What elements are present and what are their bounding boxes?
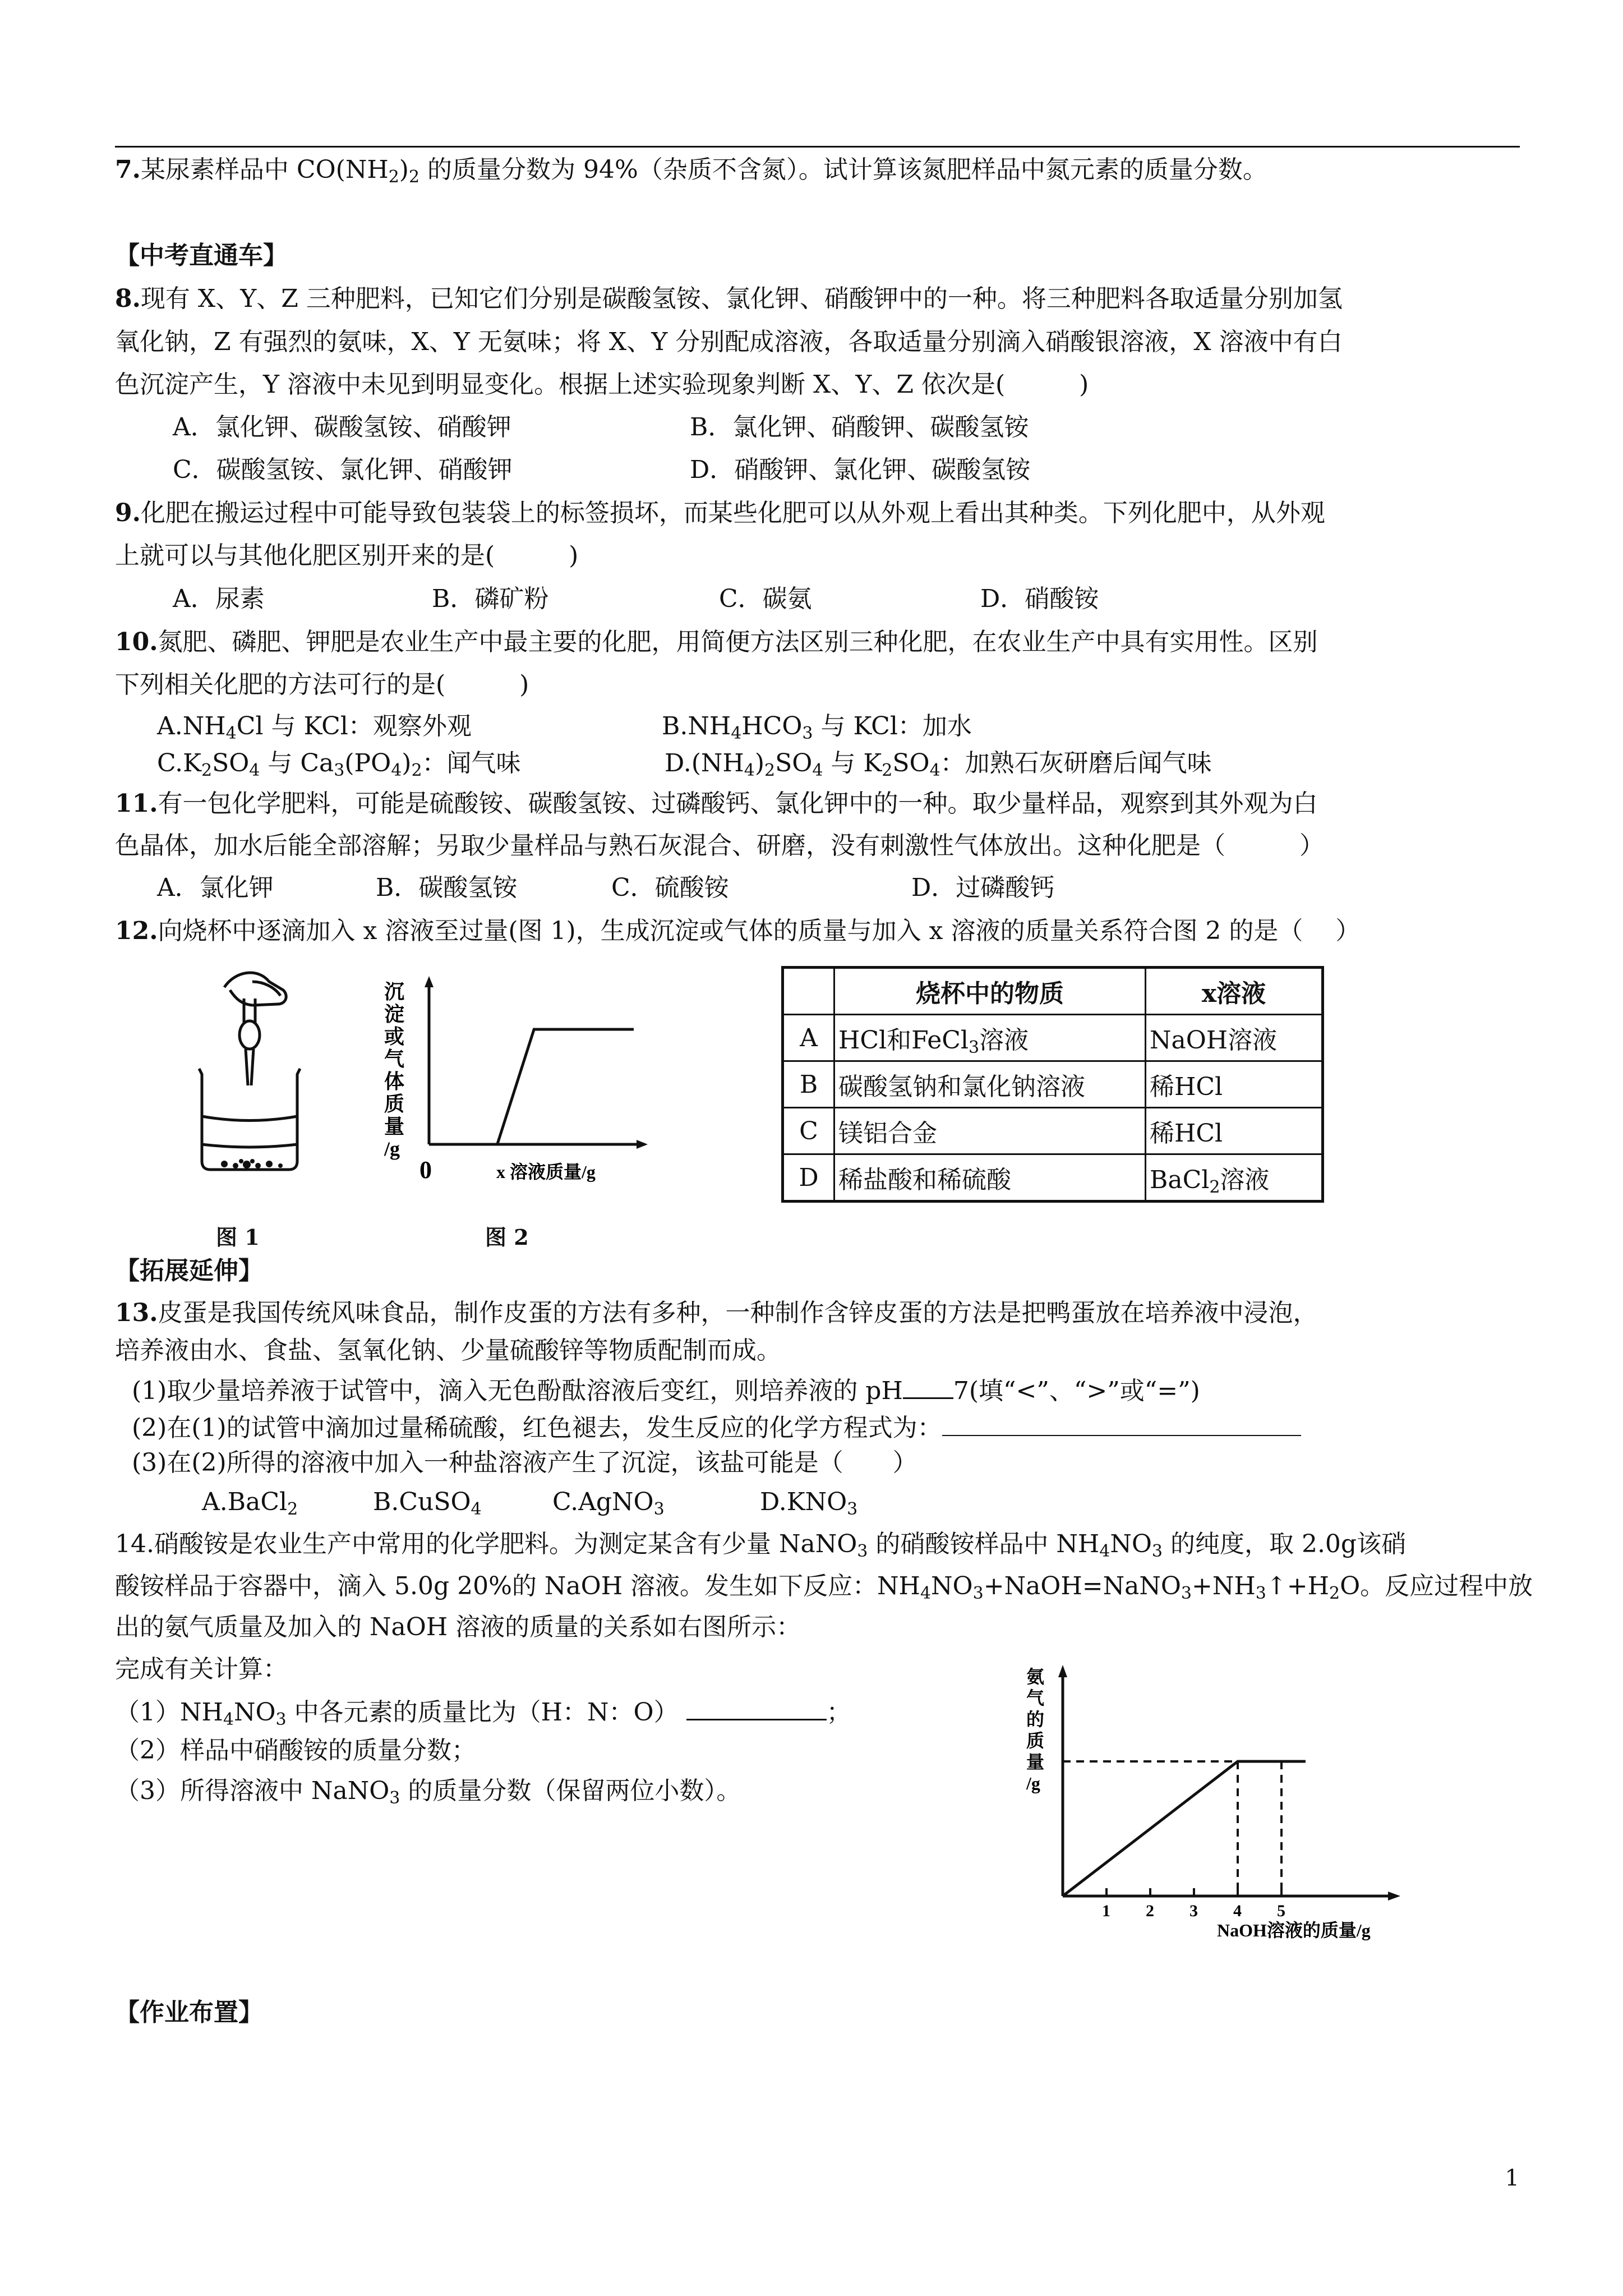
q10-option-c: $C.K_2SO_4$ 与 $Ca_3(PO_4)_2$：闻气味 (157, 749, 521, 780)
figure-2-caption: 图 2 (485, 1225, 529, 1250)
q14-x-tick-label: 3 (1189, 1902, 1198, 1920)
table-header-cell (783, 968, 834, 1015)
question-14-line-3: 出的氨气质量及加入的 NaOH 溶液的质量的关系如右图所示： (115, 1613, 801, 1641)
table-header-cell: x溶液 (1146, 968, 1323, 1015)
q9-option-b: B．磷矿粉 (432, 585, 549, 613)
figure-2-chart (370, 976, 651, 1223)
figure-2-ylabel-char: /g (384, 1138, 400, 1160)
row-label: B (783, 1061, 834, 1108)
question-14-line-2: 酸铵样品于容器中，滴入 5.0g 20%的 NaOH 溶液。发生如下反应：$NH_4NO_3+NaOH=NaNO_3+NH_3↑+H_2O$。反应过程中放 (115, 1572, 1533, 1603)
q14-chart-ylabel-char: /g (1026, 1773, 1040, 1793)
q8-option-a: A．氯化钾、碳酸氢铵、硝酸钾 (173, 413, 511, 441)
row-substance: 稀盐酸和稀硫酸 (834, 1154, 1146, 1202)
figure-2-ylabel-char: 量 (384, 1115, 405, 1138)
question-10-line-2: 下列相关化肥的方法可行的是( ) (115, 670, 529, 699)
q13-equation-blank[interactable] (942, 1410, 1301, 1436)
q14-part-3: （3）所得溶液中 NaNO$_3$ 的质量分数（保留两位小数）。 (115, 1777, 741, 1808)
figure-2-data-line (429, 1029, 634, 1144)
q14-ammonia-chart (1009, 1660, 1413, 1958)
row-x-solution: 稀HCl (1146, 1108, 1323, 1154)
q14-x-ticks (1102, 1888, 1285, 1920)
q13-part-3: (3)在(2)所得的溶液中加入一种盐溶液产生了沉淀，该盐可能是（ ） (132, 1448, 917, 1477)
row-substance: 镁铝合金 (834, 1108, 1146, 1154)
figure-1-caption: 图 1 (216, 1225, 260, 1250)
question-8-line-2: 氧化钠，Z 有强烈的氨味，X、Y 无氨味；将 X、Y 分别配成溶液，各取适量分别滴入硝酸银溶液，X 溶液中有白 (115, 328, 1343, 356)
q13-part-2: (2)在(1)的试管中滴加过量稀硫酸，红色褪去，发生反应的化学方程式为： (132, 1410, 1301, 1444)
figure-2-ylabel-char: 质 (384, 1093, 405, 1115)
q14-chart-ylabel-char: 质 (1026, 1731, 1045, 1751)
table-row (783, 1061, 1323, 1108)
page-number: 1 (1505, 2165, 1519, 2191)
q14-chart-ylabel-char: 氨 (1026, 1667, 1045, 1687)
table-row (783, 1108, 1323, 1154)
question-13-line-1: 13.皮蛋是我国传统风味食品，制作皮蛋的方法有多种，一种制作含锌皮蛋的方法是把鸭蛋放在培养液中浸泡， (115, 1299, 1318, 1327)
q11-option-d: D．过磷酸钙 (911, 873, 1055, 902)
row-label: D (783, 1154, 834, 1202)
q14-chart-ylabel-char: 的 (1026, 1709, 1045, 1729)
top-rule (115, 146, 1520, 148)
q13-ph-blank[interactable] (903, 1373, 953, 1399)
table-row (783, 1015, 1323, 1061)
table-header-row (783, 968, 1323, 1015)
figure-2-ylabel (384, 981, 404, 1160)
q14-ratio-blank[interactable] (686, 1694, 827, 1720)
figure-1-beaker-illustration (185, 965, 320, 1184)
row-substance: 碳酸氢钠和氯化钠溶液 (834, 1061, 1146, 1108)
q11-option-c: C．硫酸铵 (611, 873, 729, 902)
q14-x-tick-label: 2 (1146, 1902, 1154, 1920)
q14-y-arrow (1058, 1665, 1067, 1677)
row-label: A (783, 1015, 834, 1061)
q11-option-b: B．碳酸氢铵 (376, 873, 518, 902)
figure-2-ylabel-char: 淀 (384, 1003, 405, 1025)
q13-option-a: A.BaCl$_2$ (202, 1488, 298, 1519)
q14-part-2: （2）样品中硝酸铵的质量分数； (115, 1736, 476, 1765)
question-11-line-2: 色晶体，加水后能全部溶解；另取少量样品与熟石灰混合、研磨，没有刺激性气体放出。这种化肥是（ ） (115, 831, 1324, 860)
q14-data-line (1063, 1761, 1306, 1896)
q14-chart-ylabel (1026, 1667, 1044, 1793)
q14-chart-xlabel: NaOH溶液的质量/g (1217, 1920, 1371, 1940)
q14-x-tick-label: 1 (1102, 1902, 1110, 1920)
row-substance: HCl和FeCl$_3$溶液 (834, 1015, 1146, 1061)
figure-2-x-arrow (637, 1140, 648, 1149)
q14-chart-ylabel-char: 气 (1026, 1688, 1045, 1708)
section-heading-zuoye: 【作业布置】 (115, 1998, 263, 2027)
section-heading-zhongkao: 【中考直通车】 (115, 241, 288, 270)
row-x-solution: BaCl$_2$溶液 (1146, 1154, 1323, 1202)
question-11-line-1: 11.有一包化学肥料，可能是硫酸铵、碳酸氢铵、过磷酸钙、氯化钾中的一种。取少量样品，观察到其外观为白 (115, 789, 1318, 818)
q13-part-1: (1)取少量培养液于试管中，滴入无色酚酞溶液后变红，则培养液的 pH 7(填“<”、“>”或“=”) (132, 1373, 1200, 1407)
question-14-line-4: 完成有关计算： (115, 1655, 288, 1683)
question-7: 7.某尿素样品中 $CO(NH_2)_2$ 的质量分数为 94%（杂质不含氮）。试计算该氮肥样品中氮元素的质量分数。 (115, 155, 1267, 187)
q8-option-d: D．硝酸钾、氯化钾、碳酸氢铵 (690, 455, 1031, 484)
q14-x-arrow (1388, 1892, 1400, 1901)
figure-2-y-arrow (425, 976, 434, 987)
q10-option-b: $B.NH_4HCO_3$ 与 KCl：加水 (662, 712, 972, 743)
q14-x-tick-label: 5 (1277, 1902, 1285, 1920)
q9-option-c: C．碳氨 (719, 585, 812, 613)
question-8-line-3: 色沉淀产生，Y 溶液中未见到明显变化。根据上述实验现象判断 X、Y、Z 依次是( ) (115, 370, 1089, 399)
q14-part-1: $(1)NH_4NO_3$ 中各元素的质量比为（H：N：O） ； (115, 1694, 851, 1728)
q14-x-tick-label: 4 (1233, 1902, 1242, 1920)
question-13-line-2: 培养液由水、食盐、氢氧化钠、少量硫酸锌等物质配制而成。 (115, 1336, 781, 1365)
q10-option-d: $D.(NH_4)_2SO_4$ 与 $K_2SO_4$：加熟石灰研磨后闻气味 (665, 749, 1212, 780)
figure-2-ylabel-char: 沉 (384, 981, 405, 1003)
question-12-line-1: 12.向烧杯中逐滴加入 x 溶液至过量(图 1)，生成沉淀或气体的质量与加入 x 溶液的质量关系符合图 2 的是（ ） (115, 917, 1361, 945)
row-x-solution: 稀HCl (1146, 1061, 1323, 1108)
question-14-line-1: 14.硝酸铵是农业生产中常用的化学肥料。为测定某含有少量 NaNO$_3$ 的硝酸铵样品中 $NH_4NO_3$ 的纯度，取 2.0g该硝 (115, 1530, 1407, 1561)
question-8-line-1: 8.现有 X、Y、Z 三种肥料，已知它们分别是碳酸氢铵、氯化钾、硝酸钾中的一种。将三种肥料各取适量分别加氢 (115, 284, 1343, 313)
q12-options-table (781, 966, 1324, 1203)
q11-option-a: A．氯化钾 (157, 873, 274, 902)
q14-chart-ylabel-char: 量 (1026, 1752, 1045, 1772)
q9-option-d: D．硝酸铵 (980, 585, 1099, 613)
row-x-solution: NaOH溶液 (1146, 1015, 1323, 1061)
figure-2-ylabel-char: 或 (384, 1025, 405, 1048)
figure-2-ylabel-char: 体 (384, 1070, 405, 1093)
section-heading-tuozhan: 【拓展延伸】 (115, 1257, 263, 1285)
question-9-line-1: 9.化肥在搬运过程中可能导致包装袋上的标签损坏，而某些化肥可以从外观上看出其种类。下列化肥中，从外观 (115, 499, 1325, 527)
q10-option-a: $A.NH_4Cl$ 与 KCl：观察外观 (157, 712, 472, 743)
q9-option-a: A．尿素 (173, 585, 265, 613)
figure-2-ylabel-char: 气 (384, 1048, 405, 1070)
figure-2-origin-label: 0 (419, 1156, 432, 1184)
q8-option-c: C．碳酸氢铵、氯化钾、硝酸钾 (173, 455, 513, 484)
row-label: C (783, 1108, 834, 1154)
q13-option-c: C.AgNO$_3$ (552, 1488, 665, 1519)
table-header-cell: 烧杯中的物质 (834, 968, 1146, 1015)
question-9-line-2: 上就可以与其他化肥区别开来的是( ) (115, 541, 579, 570)
figure-2-xlabel: x 溶液质量/g (496, 1162, 596, 1182)
table-row (783, 1154, 1323, 1202)
q13-option-d: $D.KNO_3$ (760, 1488, 858, 1519)
q13-option-b: B.CuSO$_4$ (373, 1488, 482, 1519)
q8-option-b: B．氯化钾、硝酸钾、碳酸氢铵 (690, 413, 1029, 441)
question-10-line-1: 10.氮肥、磷肥、钾肥是农业生产中最主要的化肥，用简便方法区别三种化肥，在农业生产中具有实用性。区别 (115, 628, 1318, 656)
